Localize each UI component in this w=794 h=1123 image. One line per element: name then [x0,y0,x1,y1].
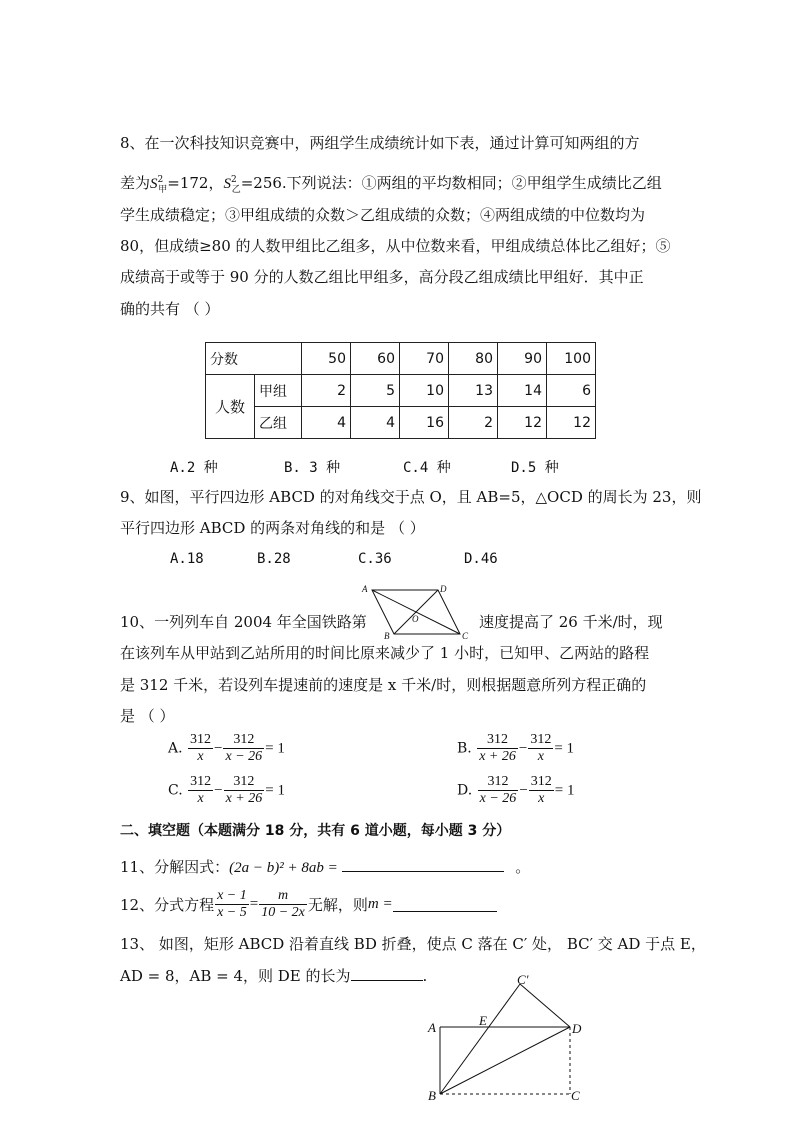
numerator: 312 [190,732,212,747]
count-cell: 2 [302,375,351,407]
count-cell: 6 [547,375,596,407]
numerator: 312 [478,774,519,791]
fraction [528,732,553,765]
label-d: D [440,584,447,594]
count-cell: 4 [302,407,351,439]
q8-line2: 差为$S^2_甲=172$，$S^2_乙=256$.下列说法：①两组的平均数相同；②甲组学生成绩比乙组 [120,174,662,195]
option-label: D. [457,782,473,799]
count-cell: 12 [498,407,547,439]
q10-line1-post: 速度提高了 26 千米/时，现 [479,613,663,631]
table-row [206,407,596,439]
q8-line6: 确的共有 （ ） [120,300,220,318]
denominator: x + 26 [479,749,516,764]
variance-jia-sub: 甲 [158,185,168,195]
table-header-label: 分数 [206,343,302,375]
numerator: 312 [224,774,265,791]
q11-expr: (2a − b)² + 8ab = [229,860,338,876]
q12 [120,888,497,921]
q8-option-d: D.5 种 [511,460,559,476]
score-cell: 50 [302,343,351,375]
fraction [224,774,265,807]
score-cell: 90 [498,343,547,375]
fraction [188,774,213,807]
count-cell: 2 [449,407,498,439]
option-label: A. [168,740,183,757]
q11-answer-blank [342,857,504,872]
operator: − [214,782,223,799]
denominator: x [197,749,204,764]
count-cell: 4 [351,407,400,439]
label-o: O [412,614,419,624]
score-cell: 70 [400,343,449,375]
q13-line2-text: AD = 8，AB = 4，则 DE 的长为 [120,967,351,985]
q9-option-c: C.36 [358,551,392,567]
score-cell: 80 [449,343,498,375]
q8-option-b: B. 3 种 [284,460,341,476]
q13-answer-blank [351,966,423,981]
q11 [120,857,530,878]
group-label: 人数 [206,375,255,439]
label-e: E [479,1013,487,1028]
q8-line2-pre: 差为 [120,174,151,192]
q13-line2 [120,966,427,986]
q12-pre: 12、分式方程 [120,896,215,914]
variance-jia-value: =172， [167,174,224,192]
variance-yi-sub: 乙 [231,185,241,195]
operator: − [214,740,223,757]
count-cell: 10 [400,375,449,407]
label-c-prime: C′ [517,972,529,987]
q8-option-a: A.2 种 [170,460,218,476]
q10-option-d [457,774,575,807]
segment-bcprime [440,984,520,1094]
numerator: 312 [223,732,264,749]
q9-option-a: A.18 [170,551,204,567]
q10-line3: 是 312 千米，若设列车提速前的速度是 x 千米/时，则根据题意所列方程正确的 [120,676,647,694]
fraction [259,888,307,921]
rhs: = 1 [265,782,285,799]
q11-pre: 11、分解因式： [120,858,230,876]
numerator: 312 [530,774,552,789]
fraction [477,732,518,765]
count-cell: 16 [400,407,449,439]
count-cell: 14 [498,375,547,407]
q10-option-b [457,732,574,765]
denominator: x − 5 [217,905,247,920]
numerator: 312 [530,732,552,747]
label-c: C [462,631,469,641]
rectangle-fold-figure [420,972,590,1112]
denominator: x [538,791,545,806]
label-d: D [572,1021,582,1036]
segment-bd [440,1027,570,1094]
fraction [215,888,249,921]
q12-m-eq: m = [367,896,393,912]
numerator: 312 [190,774,212,789]
score-cell: 60 [351,343,400,375]
q8-line5: 成绩高于或等于 90 分的人数乙组比甲组多，高分段乙组成绩比甲组好．其中正 [120,268,644,286]
q8-line4: 80，但成绩≥80 的人数甲组比乙组多，从中位数来看，甲组成绩总体比乙组好；⑤ [120,237,671,255]
q8-option-c: C.4 种 [403,460,451,476]
q9-line1: 9、如图，平行四边形 ABCD 的对角线交于点 O，且 AB=5，△OCD 的周长为 23，则 [120,488,702,506]
q13-line1: 13、 如图，矩形 ABCD 沿着直线 BD 折叠，使点 C 落在 C′ 处， BC′ 交 AD 于点 E， [120,935,706,953]
rhs: = 1 [554,740,575,757]
fraction [188,732,213,765]
option-label: C. [168,782,183,799]
label-b: B [384,631,390,641]
denominator: x + 26 [225,791,263,806]
label-b: B [428,1088,436,1103]
q8-line1: 8、在一次科技知识竞赛中，两组学生成绩统计如下表，通过计算可知两组的方 [120,134,640,152]
option-label: B. [457,740,472,757]
rhs: = 1 [554,782,575,799]
denominator: x [197,791,204,806]
q12-answer-blank [393,897,497,912]
table-row [206,343,596,375]
count-cell: 13 [449,375,498,407]
section-title: 二、填空题（本题满分 18 分，共有 6 道小题，每小题 3 分） [120,823,511,839]
q10-line1 [120,612,367,632]
numerator: x − 1 [217,888,247,903]
variance-yi-value: =256.下列说法：①两组的平均数相同；②甲组学生成绩比乙组 [240,174,662,192]
diagonal-bd [394,590,438,634]
q10-option-c [168,774,285,807]
numerator: m [259,888,307,905]
q10-line1-pre: 10、一列列车自 2004 年全国铁路第 [120,613,367,631]
parallelogram-figure [360,582,475,642]
q10-option-a [168,732,285,765]
denominator: x [537,749,544,764]
operator: − [519,782,528,799]
q10-line2: 在该列车从甲站到乙站所用的时间比原来减少了 1 小时，已知甲、乙两站的路程 [120,644,650,662]
variance-yi-symbol: S [223,176,231,192]
denominator: x − 26 [479,791,517,806]
rhs: = 1 [265,740,285,757]
label-a: A [428,1020,436,1035]
q10-line4: 是 （ ） [120,707,175,725]
label-c: C [571,1088,580,1103]
operator: − [518,740,528,757]
q11-end: 。 [515,858,531,876]
variance-jia-symbol: S [150,176,158,192]
q8-line3: 学生成绩稳定；③甲组成绩的众数＞乙组成绩的众数；④两组成绩的中位数均为 [120,206,646,224]
row-label-jia: 甲组 [255,375,302,407]
fraction [478,774,519,807]
score-table [205,342,596,439]
fraction [223,732,264,765]
denominator: 10 − 2x [261,905,305,920]
row-label-yi: 乙组 [255,407,302,439]
numerator: 312 [477,732,518,749]
count-cell: 12 [547,407,596,439]
fraction [529,774,554,807]
q12-mid: 无解，则 [307,896,368,914]
q9-line2: 平行四边形 ABCD 的两条对角线的和是 （ ） [120,519,425,537]
q9-option-b: B.28 [257,551,291,567]
segment-cprime-d [520,984,570,1027]
q12-eq: = [249,896,259,912]
denominator: x − 26 [225,749,263,764]
q9-option-d: D.46 [464,551,498,567]
score-cell: 100 [547,343,596,375]
table-row [206,375,596,407]
q13-end: . [422,967,428,985]
count-cell: 5 [351,375,400,407]
label-a: A [362,584,368,594]
